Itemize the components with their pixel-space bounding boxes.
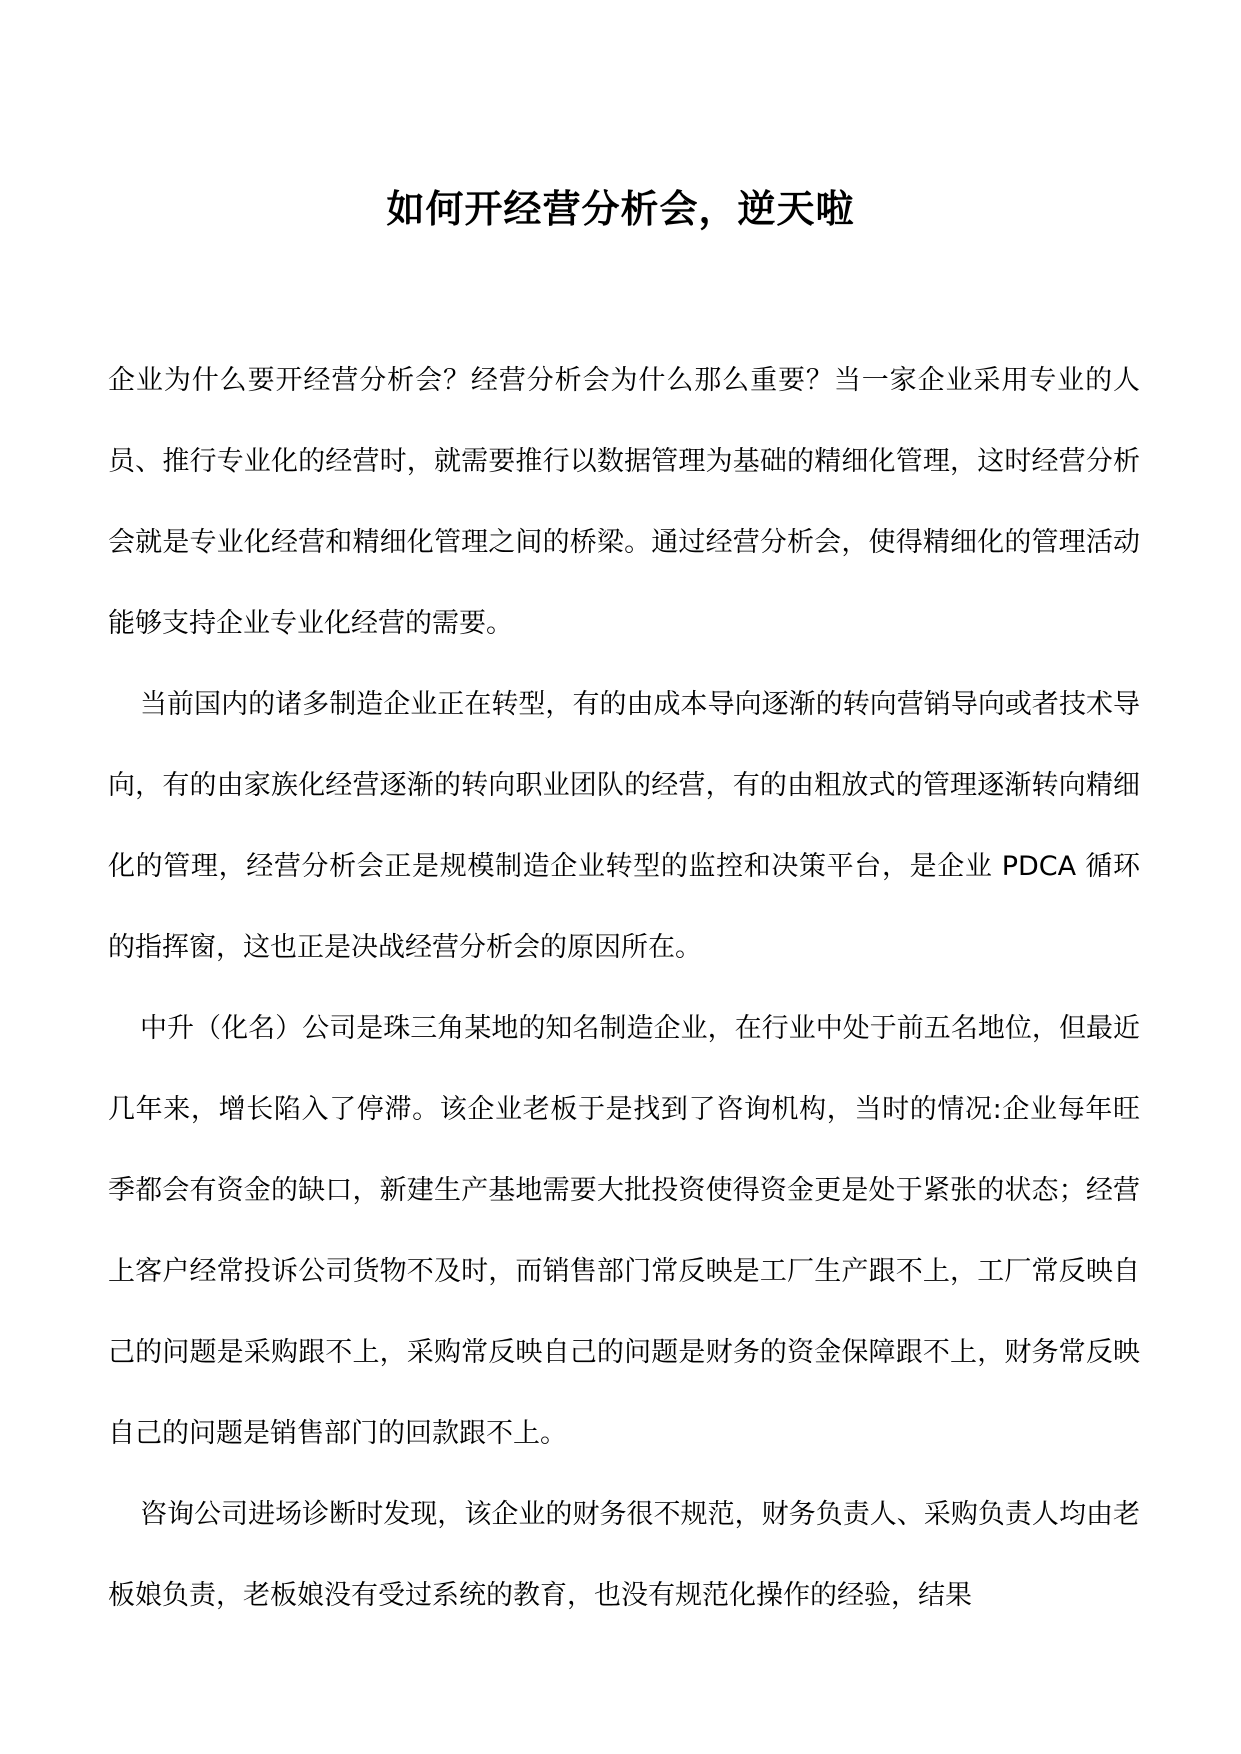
paragraph-intro: 企业为什么要开经营分析会？经营分析会为什么那么重要？当一家企业采用专业的人员、推行专业化的经营时，就需要推行以数据管理为基础的精细化管理，这时经营分析会就是专业化经营和精细化管理之间的桥梁。通过经营分析会，使得精细化的管理活动能够支持企业专业化经营的需要。 [108,365,1140,639]
document-body [108,340,1140,1636]
paragraph-diagnosis: 咨询公司进场诊断时发现，该企业的财务很不规范，财务负责人、采购负责人均由老板娘负责，老板娘没有受过系统的教育，也没有规范化操作的经验，结果 [108,1499,1140,1611]
paragraph-case-background: 中升（化名）公司是珠三角某地的知名制造企业，在行业中处于前五名地位，但最近几年来，增长陷入了停滞。该企业老板于是找到了咨询机构，当时的情况:企业每年旺季都会有资金的缺口，新建生产基地需要大批投资使得资金更是处于紧张的状态；经营上客户经常投诉公司货物不及时，而销售部门常反映是工厂生产跟不上，工厂常反映自己的问题是采购跟不上，采购常反映自己的问题是财务的资金保障跟不上，财务常反映自己的问题是销售部门的回款跟不上。 [108,1013,1140,1449]
paragraph-transformation: 当前国内的诸多制造企业正在转型，有的由成本导向逐渐的转向营销导向或者技术导向，有的由家族化经营逐渐的转向职业团队的经营，有的由粗放式的管理逐渐转向精细化的管理，经营分析会正是规模制造企业转型的监控和决策平台，是企业 PDCA 循环的指挥窗，这也正是决战经营分析会的原因所在。 [108,689,1140,963]
document-title: 如何开经营分析会，逆天啦 [386,186,855,232]
